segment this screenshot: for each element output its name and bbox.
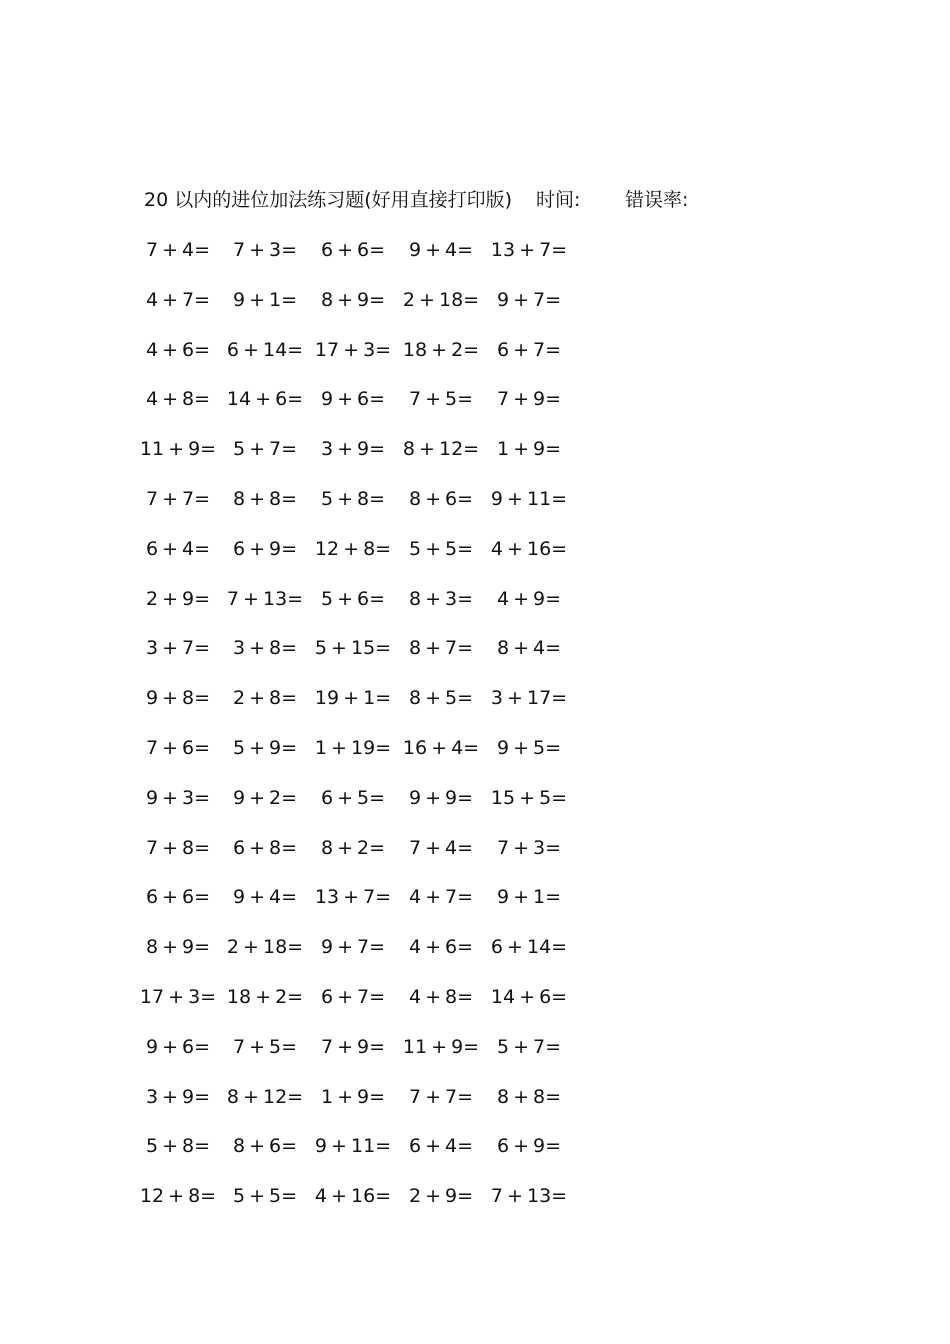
addition-problem: 5 + 7= xyxy=(496,1035,562,1058)
addition-problem: 6 + 4= xyxy=(408,1135,474,1158)
problem-row xyxy=(139,1182,604,1232)
addition-problem: 1 + 9= xyxy=(496,438,562,461)
addition-problem: 8 + 12= xyxy=(402,438,480,461)
addition-problem: 2 + 8= xyxy=(232,687,298,710)
addition-problem: 6 + 4= xyxy=(145,537,211,560)
addition-problem: 2 + 18= xyxy=(226,936,304,959)
addition-problem: 9 + 6= xyxy=(145,1035,211,1058)
addition-problem: 9 + 8= xyxy=(145,687,211,710)
addition-problem: 7 + 9= xyxy=(320,1035,386,1058)
addition-problem: 14 + 6= xyxy=(226,388,304,411)
addition-problem: 13 + 7= xyxy=(314,886,392,909)
addition-problem: 7 + 13= xyxy=(490,1185,568,1208)
addition-problem: 7 + 5= xyxy=(232,1035,298,1058)
addition-problem: 7 + 7= xyxy=(408,1085,474,1108)
addition-problem: 3 + 9= xyxy=(145,1085,211,1108)
problem-row xyxy=(144,684,604,734)
time-label: 时间: xyxy=(536,189,581,211)
problem-grid xyxy=(139,236,604,1232)
addition-problem: 4 + 6= xyxy=(408,936,474,959)
addition-problem: 9 + 6= xyxy=(320,388,386,411)
addition-problem: 8 + 6= xyxy=(232,1135,298,1158)
addition-problem: 5 + 8= xyxy=(145,1135,211,1158)
error-rate-label: 错误率: xyxy=(625,189,689,211)
addition-problem: 8 + 7= xyxy=(408,637,474,660)
addition-problem: 1 + 19= xyxy=(314,736,392,759)
addition-problem: 7 + 9= xyxy=(496,388,562,411)
addition-problem: 4 + 7= xyxy=(408,886,474,909)
problem-row xyxy=(144,883,604,933)
problem-row xyxy=(144,535,604,585)
addition-problem: 8 + 8= xyxy=(496,1085,562,1108)
addition-problem: 15 + 5= xyxy=(490,786,568,809)
addition-problem: 8 + 4= xyxy=(496,637,562,660)
addition-problem: 8 + 2= xyxy=(320,836,386,859)
addition-problem: 12 + 8= xyxy=(139,1185,217,1208)
addition-problem: 9 + 2= xyxy=(232,786,298,809)
addition-problem: 2 + 9= xyxy=(408,1185,474,1208)
addition-problem: 1 + 9= xyxy=(320,1085,386,1108)
addition-problem: 11 + 9= xyxy=(139,438,217,461)
addition-problem: 9 + 1= xyxy=(232,288,298,311)
worksheet-header xyxy=(144,186,689,214)
addition-problem: 9 + 7= xyxy=(320,936,386,959)
addition-problem: 4 + 7= xyxy=(145,288,211,311)
addition-problem: 16 + 4= xyxy=(402,736,480,759)
addition-problem: 9 + 4= xyxy=(232,886,298,909)
addition-problem: 6 + 6= xyxy=(320,239,386,261)
addition-problem: 9 + 1= xyxy=(496,886,562,909)
addition-problem: 12 + 8= xyxy=(314,537,392,560)
problem-row xyxy=(144,1033,604,1083)
problem-row xyxy=(144,634,604,684)
problem-row xyxy=(144,385,604,435)
addition-problem: 2 + 18= xyxy=(402,288,480,311)
problem-row xyxy=(139,435,604,485)
addition-problem: 18 + 2= xyxy=(226,985,304,1008)
addition-problem: 9 + 7= xyxy=(496,288,562,311)
addition-problem: 8 + 12= xyxy=(226,1085,304,1108)
addition-problem: 5 + 9= xyxy=(232,736,298,759)
addition-problem: 6 + 8= xyxy=(232,836,298,859)
addition-problem: 8 + 3= xyxy=(408,587,474,610)
addition-problem: 7 + 6= xyxy=(145,736,211,759)
problem-row xyxy=(144,236,604,286)
addition-problem: 7 + 3= xyxy=(232,239,298,261)
addition-problem: 8 + 9= xyxy=(145,936,211,959)
addition-problem: 7 + 13= xyxy=(226,587,304,610)
addition-problem: 5 + 15= xyxy=(314,637,392,660)
addition-problem: 2 + 9= xyxy=(145,587,211,610)
addition-problem: 6 + 7= xyxy=(496,338,562,361)
addition-problem: 5 + 5= xyxy=(408,537,474,560)
addition-problem: 5 + 5= xyxy=(232,1185,298,1208)
problem-row xyxy=(144,734,604,784)
addition-problem: 9 + 11= xyxy=(314,1135,392,1158)
problem-row xyxy=(144,1132,604,1182)
addition-problem: 4 + 8= xyxy=(408,985,474,1008)
addition-problem: 13 + 7= xyxy=(490,239,568,261)
addition-problem: 4 + 8= xyxy=(145,388,211,411)
addition-problem: 6 + 6= xyxy=(145,886,211,909)
addition-problem: 6 + 14= xyxy=(490,936,568,959)
addition-problem: 6 + 9= xyxy=(496,1135,562,1158)
addition-problem: 4 + 16= xyxy=(314,1185,392,1208)
addition-problem: 6 + 5= xyxy=(320,786,386,809)
addition-problem: 7 + 4= xyxy=(145,239,211,261)
addition-problem: 6 + 9= xyxy=(232,537,298,560)
addition-problem: 8 + 5= xyxy=(408,687,474,710)
addition-problem: 17 + 3= xyxy=(139,985,217,1008)
addition-problem: 7 + 4= xyxy=(408,836,474,859)
addition-problem: 5 + 7= xyxy=(232,438,298,461)
addition-problem: 4 + 9= xyxy=(496,587,562,610)
addition-problem: 9 + 9= xyxy=(408,786,474,809)
problem-row xyxy=(144,485,604,535)
addition-problem: 9 + 3= xyxy=(145,786,211,809)
addition-problem: 5 + 6= xyxy=(320,587,386,610)
problem-row xyxy=(144,336,604,386)
addition-problem: 8 + 9= xyxy=(320,288,386,311)
addition-problem: 3 + 8= xyxy=(232,637,298,660)
problem-row xyxy=(144,784,604,834)
addition-problem: 6 + 14= xyxy=(226,338,304,361)
addition-problem: 8 + 8= xyxy=(232,487,298,510)
problem-row xyxy=(144,286,604,336)
addition-problem: 4 + 16= xyxy=(490,537,568,560)
addition-problem: 19 + 1= xyxy=(314,687,392,710)
addition-problem: 7 + 3= xyxy=(496,836,562,859)
addition-problem: 9 + 11= xyxy=(490,487,568,510)
addition-problem: 11 + 9= xyxy=(402,1035,480,1058)
addition-problem: 9 + 4= xyxy=(408,239,474,261)
worksheet-title: 20 以内的进位加法练习题(好用直接打印版) xyxy=(144,189,513,211)
addition-problem: 17 + 3= xyxy=(314,338,392,361)
problem-row xyxy=(144,933,604,983)
addition-problem: 9 + 5= xyxy=(496,736,562,759)
problem-row xyxy=(144,1083,604,1133)
addition-problem: 8 + 6= xyxy=(408,487,474,510)
problem-row xyxy=(144,585,604,635)
addition-problem: 3 + 7= xyxy=(145,637,211,660)
addition-problem: 18 + 2= xyxy=(402,338,480,361)
addition-problem: 7 + 5= xyxy=(408,388,474,411)
addition-problem: 7 + 8= xyxy=(145,836,211,859)
addition-problem: 3 + 17= xyxy=(490,687,568,710)
addition-problem: 3 + 9= xyxy=(320,438,386,461)
problem-row xyxy=(139,983,604,1033)
addition-problem: 4 + 6= xyxy=(145,338,211,361)
addition-problem: 7 + 7= xyxy=(145,487,211,510)
problem-row xyxy=(144,834,604,884)
addition-problem: 6 + 7= xyxy=(320,985,386,1008)
addition-problem: 14 + 6= xyxy=(490,985,568,1008)
addition-problem: 5 + 8= xyxy=(320,487,386,510)
